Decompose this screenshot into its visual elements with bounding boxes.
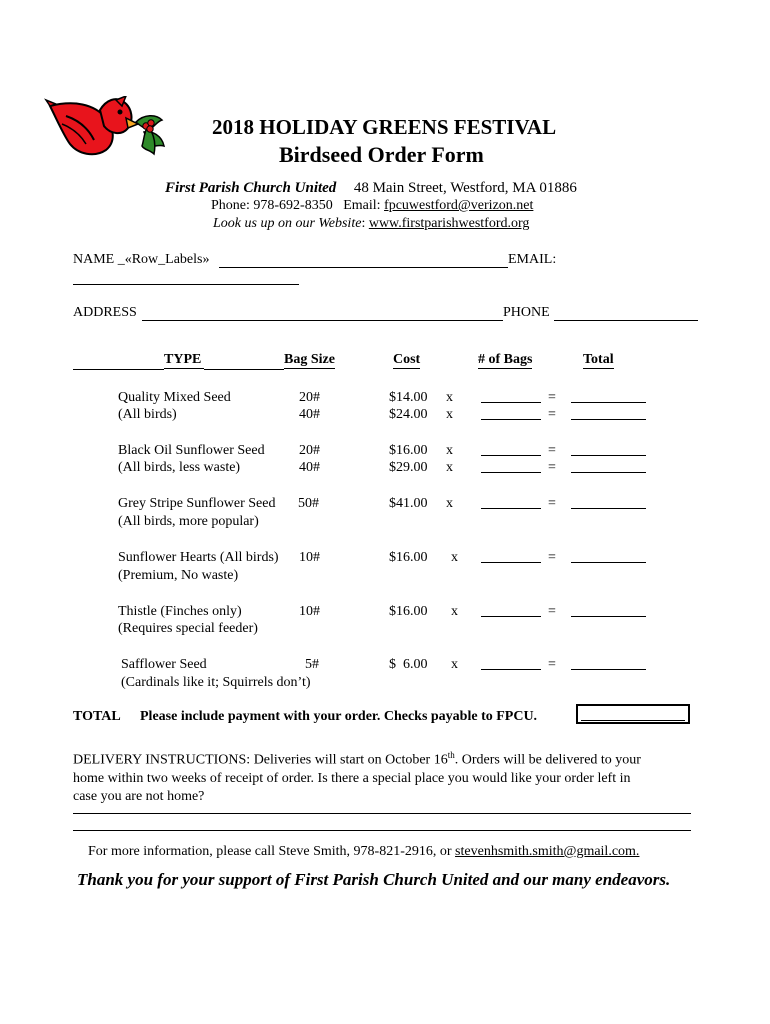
bag-size: 20# bbox=[299, 443, 320, 458]
contact-email-link[interactable]: stevenhsmith.smith@gmail.com. bbox=[455, 844, 640, 859]
cost: $41.00 bbox=[389, 496, 428, 511]
seed-desc: (Requires special feeder) bbox=[118, 621, 258, 636]
website-link[interactable]: www.firstparishwestford.org bbox=[368, 216, 530, 231]
org-email-label: Email: bbox=[343, 198, 381, 213]
bag-size: 50# bbox=[298, 496, 319, 511]
header-bags: # of Bags bbox=[478, 352, 533, 367]
total-input-line[interactable] bbox=[571, 419, 646, 420]
delivery-line-3: case you are not home? bbox=[73, 788, 205, 804]
times-sign: x bbox=[446, 443, 453, 458]
email-field-label: EMAIL: bbox=[508, 252, 557, 267]
bags-input-line[interactable] bbox=[481, 419, 541, 420]
name-field-label: NAME _«Row_Labels» bbox=[73, 252, 210, 267]
bag-size: 20# bbox=[299, 390, 320, 405]
delivery-instructions bbox=[73, 746, 713, 806]
equals-sign: = bbox=[548, 550, 556, 565]
bags-input-line[interactable] bbox=[481, 455, 541, 456]
seed-desc: (All birds, more popular) bbox=[118, 514, 259, 529]
name-field-line[interactable] bbox=[219, 267, 508, 268]
more-info bbox=[88, 844, 639, 860]
equals-sign: = bbox=[548, 460, 556, 475]
total-input-line[interactable] bbox=[571, 472, 646, 473]
website-line: Look us up on our Website: www.firstparishwestford.org bbox=[213, 216, 530, 231]
seed-name: Thistle (Finches only) bbox=[118, 604, 242, 619]
equals-sign: = bbox=[548, 407, 556, 422]
cardinal-logo bbox=[44, 96, 178, 164]
delivery-notes-line[interactable] bbox=[73, 813, 691, 814]
festival-title: 2018 HOLIDAY GREENS FESTIVAL bbox=[212, 115, 557, 139]
bags-input-line[interactable] bbox=[481, 562, 541, 563]
total-input-line[interactable] bbox=[571, 402, 646, 403]
phone-field-line[interactable] bbox=[554, 320, 698, 321]
seed-name: Sunflower Hearts (All birds) bbox=[118, 550, 279, 565]
bag-size: 5# bbox=[305, 657, 319, 672]
total-input-line[interactable] bbox=[571, 669, 646, 670]
thank-you: Thank you for your support of First Parish Church United and our many endeavors. bbox=[77, 870, 671, 889]
seed-desc: (Cardinals like it; Squirrels don’t) bbox=[121, 675, 311, 690]
seed-desc: (All birds) bbox=[118, 407, 177, 422]
email-field-line[interactable] bbox=[73, 284, 299, 285]
seed-name: Black Oil Sunflower Seed bbox=[118, 443, 265, 458]
payment-note: Please include payment with your order. Checks payable to FPCU. bbox=[140, 709, 538, 724]
address-field-label: ADDRESS bbox=[73, 305, 137, 320]
cost: $29.00 bbox=[389, 460, 428, 475]
equals-sign: = bbox=[548, 390, 556, 405]
bag-size: 10# bbox=[299, 550, 320, 565]
times-sign: x bbox=[451, 604, 458, 619]
total-input-line[interactable] bbox=[571, 455, 646, 456]
total-input-line[interactable] bbox=[571, 508, 646, 509]
type-header-rule-2 bbox=[204, 369, 284, 370]
equals-sign: = bbox=[548, 443, 556, 458]
delivery-line-1: DELIVERY INSTRUCTIONS: Deliveries will start on October 16th. Orders will be delivered to your bbox=[73, 750, 641, 768]
bag-size: 10# bbox=[299, 604, 320, 619]
bags-input-line[interactable] bbox=[481, 472, 541, 473]
equals-sign: = bbox=[548, 604, 556, 619]
grand-total-box[interactable] bbox=[576, 704, 690, 724]
type-header-rule bbox=[73, 369, 164, 370]
cost: $14.00 bbox=[389, 390, 428, 405]
seed-name: Quality Mixed Seed bbox=[118, 390, 231, 405]
contact-line bbox=[211, 198, 533, 214]
times-sign: x bbox=[451, 657, 458, 672]
bag-size: 40# bbox=[299, 407, 320, 422]
form-title: Birdseed Order Form bbox=[279, 142, 484, 167]
grand-total-line bbox=[581, 720, 685, 721]
org-name: First Parish Church United bbox=[165, 180, 337, 196]
cost: $ 6.00 bbox=[389, 657, 428, 672]
seed-desc: (Premium, No waste) bbox=[118, 568, 239, 583]
equals-sign: = bbox=[548, 657, 556, 672]
delivery-line-2: home within two weeks of receipt of order. Is there a special place you would like your order left in bbox=[73, 770, 631, 786]
equals-sign: = bbox=[548, 496, 556, 511]
bags-input-line[interactable] bbox=[481, 402, 541, 403]
address-field-line[interactable] bbox=[142, 320, 503, 321]
header-type: TYPE bbox=[164, 352, 204, 369]
org-email-link[interactable]: fpcuwestford@verizon.net bbox=[384, 198, 534, 213]
seed-name: Safflower Seed bbox=[121, 657, 207, 672]
bags-input-line[interactable] bbox=[481, 669, 541, 670]
phone-field-label: PHONE bbox=[503, 305, 550, 320]
total-input-line[interactable] bbox=[571, 616, 646, 617]
more-info-text: For more information, please call Steve Smith, 978-821-2916, or bbox=[88, 844, 456, 859]
times-sign: x bbox=[446, 390, 453, 405]
website-label: Look us up on our Website bbox=[213, 216, 362, 231]
cost: $16.00 bbox=[389, 550, 428, 565]
seed-name: Grey Stripe Sunflower Seed bbox=[118, 496, 276, 511]
org-address: 48 Main Street, Westford, MA 01886 bbox=[353, 180, 577, 196]
times-sign: x bbox=[446, 460, 453, 475]
cost: $16.00 bbox=[389, 443, 428, 458]
header-cost: Cost bbox=[393, 352, 421, 367]
total-label: TOTAL bbox=[73, 709, 121, 724]
org-phone: Phone: 978-692-8350 bbox=[211, 198, 333, 213]
times-sign: x bbox=[446, 407, 453, 422]
delivery-notes-line[interactable] bbox=[73, 830, 691, 831]
times-sign: x bbox=[446, 496, 453, 511]
bag-size: 40# bbox=[299, 460, 320, 475]
cost: $24.00 bbox=[389, 407, 428, 422]
bags-input-line[interactable] bbox=[481, 508, 541, 509]
bags-input-line[interactable] bbox=[481, 616, 541, 617]
seed-desc: (All birds, less waste) bbox=[118, 460, 241, 475]
cost: $16.00 bbox=[389, 604, 428, 619]
times-sign: x bbox=[451, 550, 458, 565]
header-bag-size: Bag Size bbox=[284, 352, 335, 367]
org-line bbox=[165, 180, 577, 197]
total-input-line[interactable] bbox=[571, 562, 646, 563]
header-total: Total bbox=[583, 352, 614, 367]
